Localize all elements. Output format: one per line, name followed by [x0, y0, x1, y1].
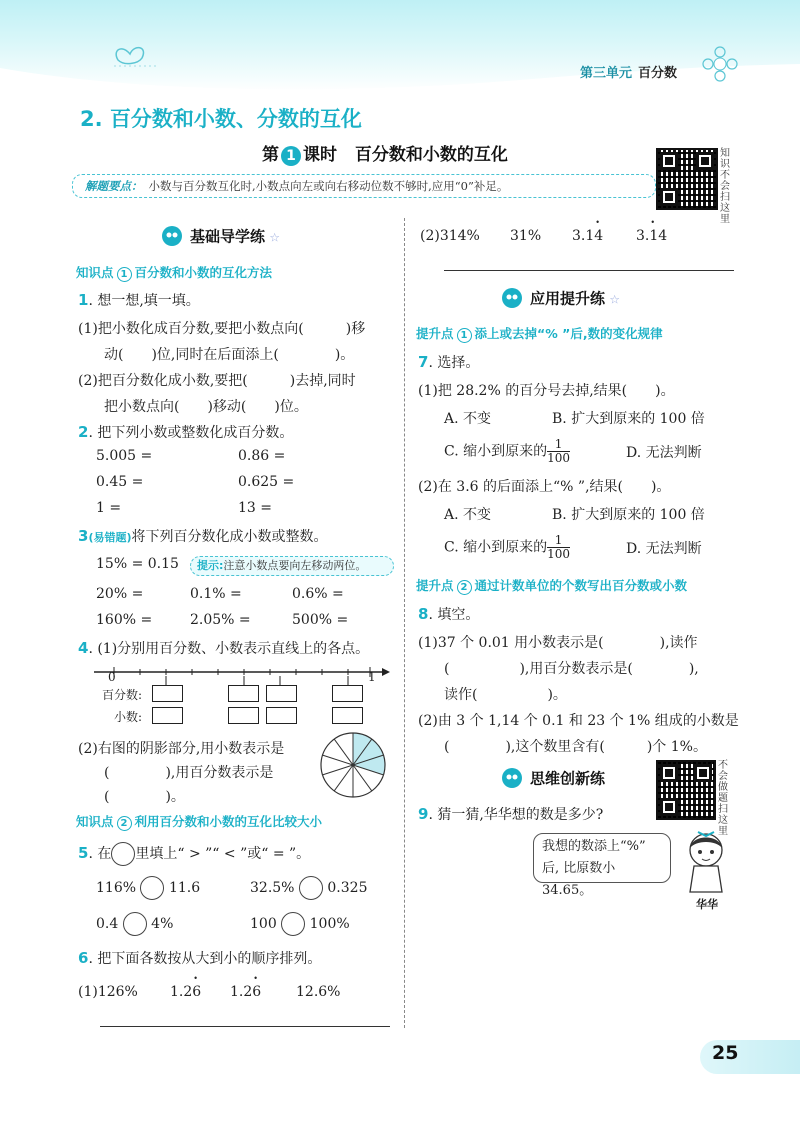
q2-item: 1 = [96, 500, 122, 516]
q7-line: (2)在 3.6 的后面添上“% ”,结果( )。 [418, 479, 671, 495]
section-title: 2. 百分数和小数、分数的互化 [80, 107, 362, 131]
percent-row-label: 百分数: [102, 688, 143, 702]
q1-line: (2)把百分数化成小数,要把( )去掉,同时 [78, 373, 356, 389]
mascot-icon [500, 766, 524, 792]
answer-box[interactable] [228, 707, 259, 724]
q3-item: 0.6% = [292, 586, 344, 602]
decimal-row-label: 小数: [114, 710, 143, 724]
improvement-point-2: 提升点 2 通过计数单位的个数写出百分数或小数 [416, 578, 688, 593]
question-1: 1. 想一想,填一填。 [78, 291, 200, 309]
q2-item: 0.625 = [238, 474, 295, 490]
axis-start-label: 0 [108, 670, 116, 684]
compare-item: 32.5% 0.325 [250, 876, 367, 900]
q6-2-item: 3.• 14 [636, 228, 667, 244]
q8-line: ( ),这个数里含有( )个 1%。 [444, 739, 707, 755]
compare-item: 0.4 4% [96, 912, 173, 936]
q1-line: (1)把小数化成百分数,要把小数点向( )移 [78, 321, 366, 337]
answer-box[interactable] [332, 707, 363, 724]
girl-character-icon [676, 826, 736, 896]
question-4: 4. (1)分别用百分数、小数表示直线上的各点。 [78, 639, 370, 657]
page-number: 25 [712, 1042, 739, 1064]
qr-label-top: 知识不会扫这里 [720, 148, 730, 225]
question-2: 2. 把下列小数或整数化成百分数。 [78, 423, 294, 441]
question-9: 9. 猜一猜,华华想的数是多少? [418, 805, 604, 823]
q7-option[interactable]: D. 无法判断 [626, 541, 702, 557]
q3-example: 15% = 0.15 [96, 556, 179, 572]
answer-box[interactable] [266, 685, 297, 702]
question-6: 6. 把下面各数按从大到小的顺序排列。 [78, 949, 322, 967]
qr-code-bottom[interactable] [656, 760, 716, 820]
basic-practice-title: 基础导学练 ☆ [160, 224, 280, 250]
q2-item: 13 = [238, 500, 272, 516]
q6-2-item: 3.1• 4 [572, 228, 603, 244]
q4-line: ( ),用百分数表示是 [104, 765, 274, 781]
question-5: 5. 在 里填上“ > ”“ < ”或“ = ”。 [78, 842, 310, 866]
qr-label-bottom: 不会做题扫这里 [718, 760, 728, 837]
q4-line: ( )。 [104, 789, 185, 805]
shaded-circle-figure [318, 730, 388, 800]
q8-line: (1)37 个 0.01 用小数表示是( ),读作 [418, 635, 698, 651]
q6-item: (1)126% [78, 984, 138, 1000]
q8-line: ( ),用百分数表示是( ), [444, 661, 699, 677]
q6-item: 12.6% [296, 984, 341, 1000]
q3-item: 160% = [96, 612, 153, 628]
answer-box[interactable] [266, 707, 297, 724]
compare-item: 100 100% [250, 912, 350, 936]
answer-box[interactable] [152, 685, 183, 702]
q7-option[interactable]: C. 缩小到原来的 $\frac{1}{100}$ [444, 437, 571, 465]
q6-item: 1.2• 6 [230, 984, 261, 1000]
mascot-icon [160, 224, 184, 250]
q6-2-item: (2)314% [420, 228, 480, 244]
lesson-title: 第 1 课时 百分数和小数的互化 [262, 145, 508, 165]
knowledge-point-1: 知识点 1 百分数和小数的互化方法 [76, 265, 273, 280]
q7-line: (1)把 28.2% 的百分号去掉,结果( )。 [418, 383, 675, 399]
mascot-icon [500, 286, 524, 312]
q3-hint: 提示:注意小数点要向左移动两位。 [190, 556, 394, 576]
question-7: 7. 选择。 [418, 353, 480, 371]
qr-code-top[interactable] [656, 148, 718, 210]
q7-option[interactable]: A. 不变 [444, 507, 492, 523]
q7-option[interactable]: B. 扩大到原来的 100 倍 [552, 411, 705, 427]
q8-line: (2)由 3 个 1,14 个 0.1 和 23 个 1% 组成的小数是 [418, 713, 739, 729]
compare-circle[interactable] [140, 876, 164, 900]
answer-box[interactable] [332, 685, 363, 702]
q6-2-item: 31% [510, 228, 542, 244]
compare-circle[interactable] [299, 876, 323, 900]
q3-item: 500% = [292, 612, 349, 628]
butterfly-icon [108, 40, 164, 68]
compare-circle[interactable] [123, 912, 147, 936]
flower-icon [700, 44, 740, 84]
number-line [92, 664, 392, 686]
q7-option[interactable]: B. 扩大到原来的 100 倍 [552, 507, 705, 523]
knowledge-point-2: 知识点 2 利用百分数和小数的互化比较大小 [76, 814, 323, 829]
question-3: 3(易错题)将下列百分数化成小数或整数。 [78, 527, 328, 545]
q1-line: 把小数点向( )移动( )位。 [104, 399, 308, 415]
answer-line[interactable] [444, 270, 734, 271]
answer-box[interactable] [228, 685, 259, 702]
q7-option[interactable]: D. 无法判断 [626, 445, 702, 461]
character-name: 华华 [696, 898, 718, 911]
q2-item: 0.86 = [238, 448, 286, 464]
compare-circle[interactable] [281, 912, 305, 936]
answer-line[interactable] [100, 1026, 390, 1027]
column-divider [404, 218, 405, 1028]
q7-option[interactable]: A. 不变 [444, 411, 492, 427]
tip-box: 解题要点： 小数与百分数互化时,小数点向左或向右移动位数不够时,应用“0”补足。 [72, 174, 656, 198]
compare-item: 116% 11.6 [96, 876, 200, 900]
speech-bubble: 我想的数添上“%” 后, 比原数小34.65。 [533, 833, 671, 883]
compare-circle[interactable] [111, 842, 135, 866]
q1-line: 动( )位,同时在后面添上( )。 [104, 347, 355, 363]
question-8: 8. 填空。 [418, 605, 480, 623]
q3-item: 2.05% = [190, 612, 251, 628]
q8-line: 读作( )。 [444, 687, 567, 703]
q7-option[interactable]: C. 缩小到原来的 $\frac{1}{100}$ [444, 533, 571, 561]
q3-item: 20% = [96, 586, 144, 602]
unit-label: 第三单元 百分数 [580, 66, 678, 81]
applied-practice-title: 应用提升练 ☆ [500, 286, 620, 312]
answer-box[interactable] [152, 707, 183, 724]
q2-item: 0.45 = [96, 474, 144, 490]
q4-line: (2)右图的阴影部分,用小数表示是 [78, 741, 285, 757]
innovation-practice-title: 思维创新练 [500, 766, 605, 792]
axis-end-label: 1 [368, 670, 376, 684]
q6-item: 1.2• 6 [170, 984, 201, 1000]
q3-item: 0.1% = [190, 586, 242, 602]
improvement-point-1: 提升点 1 添上或去掉“% ”后,数的变化规律 [416, 326, 663, 341]
q2-item: 5.005 = [96, 448, 153, 464]
